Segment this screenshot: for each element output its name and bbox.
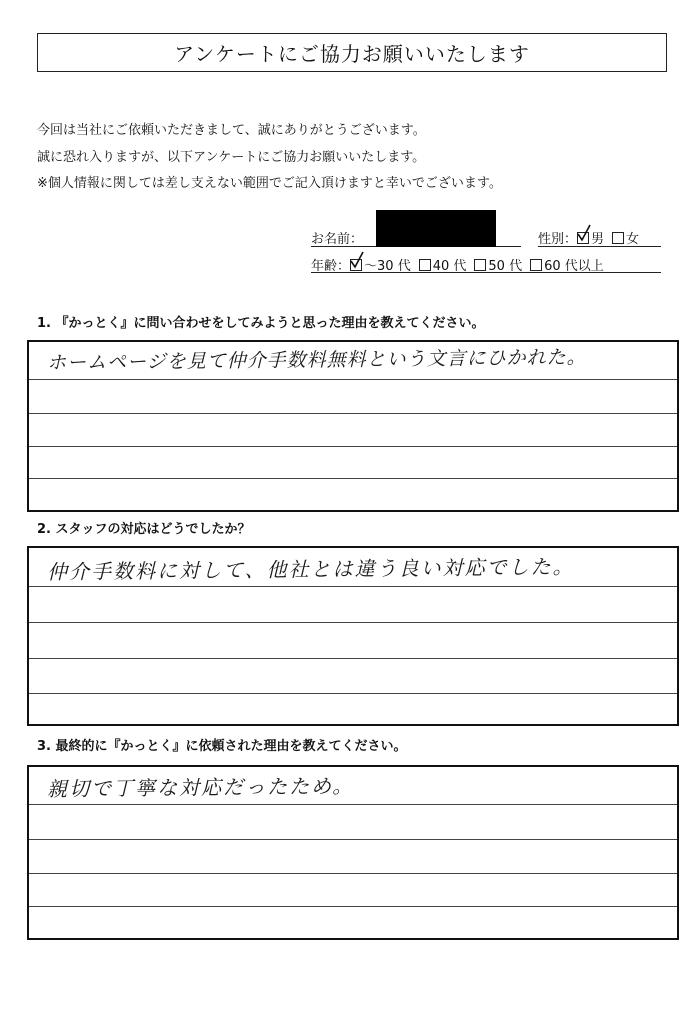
age-underline xyxy=(311,272,661,273)
age-option-50: 50 代 xyxy=(488,259,523,274)
survey-title-box xyxy=(37,33,667,72)
age-option-30: ～30 代 xyxy=(364,259,411,274)
answer-3-box[interactable] xyxy=(27,765,679,940)
answer-1-text: ホームページを見て仲介手数料無料という文言にひかれた。 xyxy=(46,346,587,374)
answer-1-rule xyxy=(29,413,677,414)
gender-male-checkbox[interactable] xyxy=(577,232,589,244)
gender-underline xyxy=(538,246,661,247)
age-option-40: 40 代 xyxy=(432,259,467,274)
question-3-title: 3. 最終的に『かっとく』に依頼された理由を教えてください。 xyxy=(37,739,407,754)
gender-female-checkbox[interactable] xyxy=(612,232,624,244)
answer-3-rule xyxy=(29,906,677,907)
answer-1-rule xyxy=(29,379,677,380)
checkmark-icon xyxy=(577,225,591,243)
checkmark-icon xyxy=(350,252,364,270)
intro-line-3: ※個人情報に関しては差し支えない範囲でご記入頂けますと幸いでございます。 xyxy=(37,176,502,191)
answer-3-text: 親切で丁寧な対応だったため。 xyxy=(46,773,355,801)
answer-1-rule xyxy=(29,478,677,479)
answer-3-rule xyxy=(29,804,677,805)
answer-3-rule xyxy=(29,873,677,874)
answer-2-text: 仲介手数料に対して、他社とは違う良い対応でした。 xyxy=(46,554,575,584)
question-2-title: 2. スタッフの対応はどうでしたか？ xyxy=(37,522,251,537)
answer-2-rule xyxy=(29,586,677,587)
intro-line-1: 今回は当社にご依頼いただきまして、誠にありがとうございます。 xyxy=(37,123,426,138)
age-option-60: 60 代以上 xyxy=(544,259,604,274)
age-40-checkbox[interactable] xyxy=(419,259,431,271)
gender-field xyxy=(538,228,639,247)
answer-1-box[interactable] xyxy=(27,340,679,512)
gender-option-female: 女 xyxy=(626,232,640,247)
survey-title: アンケートにご協力お願いいたします xyxy=(174,42,530,66)
name-redaction xyxy=(376,210,496,247)
intro-text xyxy=(37,118,502,198)
age-30-checkbox[interactable] xyxy=(350,259,362,271)
age-label: 年齢： xyxy=(311,259,351,274)
answer-2-rule xyxy=(29,658,677,659)
answer-2-rule xyxy=(29,693,677,694)
answer-2-box[interactable] xyxy=(27,546,679,726)
age-50-checkbox[interactable] xyxy=(474,259,486,271)
gender-option-male: 男 xyxy=(591,232,605,247)
name-label: お名前： xyxy=(311,232,364,247)
question-1-title: 1. 『かっとく』に問い合わせをしてみようと思った理由を教えてください。 xyxy=(37,316,485,331)
answer-1-rule xyxy=(29,446,677,447)
intro-line-2: 誠に恐れ入りますが、以下アンケートにご協力お願いいたします。 xyxy=(37,149,426,165)
age-60-checkbox[interactable] xyxy=(530,259,542,271)
answer-2-rule xyxy=(29,622,677,623)
gender-label: 性別： xyxy=(538,232,578,247)
answer-3-rule xyxy=(29,839,677,840)
